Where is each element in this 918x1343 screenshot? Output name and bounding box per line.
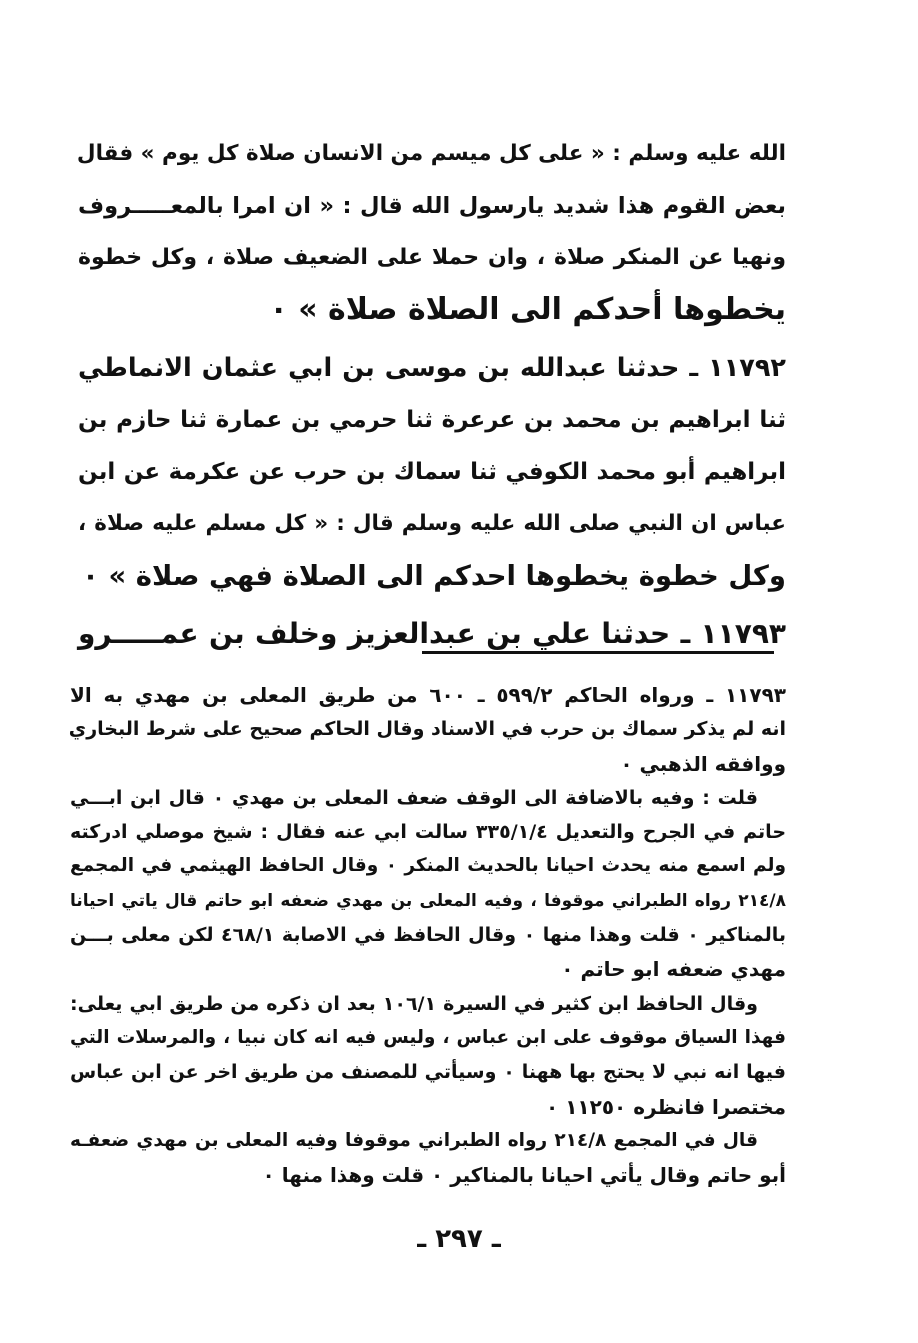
footnote-line: ١١٧٩٣ ـ ورواه الحاكم ٥٩٩/٢ ـ ٦٠٠ من طريق المعلى بن مهدي به الا xyxy=(70,683,787,707)
footnote-divider xyxy=(422,651,774,654)
main-text-line: يخطوها أحدكم الى الصلاة صلاة » ٠ xyxy=(269,292,786,327)
hadith-heading-11793: ١١٧٩٣ ـ حدثنا علي بن عبدالعزيز وخلف بن عمـــــرو xyxy=(78,617,786,650)
footnotes-block xyxy=(70,678,786,1192)
footnote-line: حاتم في الجرح والتعديل ٣٣٥/١/٤ سالت ابي عنه فقال : شيخ موصلي ادركته xyxy=(70,821,787,844)
footnote-line: قال في المجمع ٢١٤/٨ رواه الطبراني موقوفا وفيه المعلى بن مهدي ضعفـه xyxy=(70,1129,758,1151)
footnote-line: وقال الحافظ ابن كثير في السيرة ١٠٦/١ بعد ان ذكره من طريق ابي يعلى: xyxy=(70,992,758,1015)
page-number: ـ ٢٩٧ ـ xyxy=(417,1224,501,1254)
main-text-block xyxy=(78,128,786,660)
footnote-line: قلت : وفيه بالاضافة الى الوقف ضعف المعلى بن مهدي ٠ قال ابن ابـــي xyxy=(70,786,758,809)
footnote-line: فيها انه نبي لا يحتج بها ههنا ٠ وسيأتي للمصنف من طريق اخر عن ابن عباس xyxy=(70,1061,786,1084)
footnote-line: ٢١٤/٨ رواه الطبراني موقوفا ، وفيه المعلى بن مهدي ضعفه ابو حاتم قال ياتي احيانا xyxy=(70,890,786,911)
footnote-line: انه لم يذكر سماك بن حرب في الاسناد وقال الحاكم صحيح على شرط البخاري xyxy=(68,718,786,741)
main-text-line: وكل خطوة يخطوها احدكم الى الصلاة فهي صلاة » ٠ xyxy=(82,560,786,592)
main-text-line: الله عليه وسلم : « على كل ميسم من الانسان صلاة كل يوم » فقال xyxy=(76,141,786,166)
footnote-line: مختصرا فانظره ١١٢٥٠ ٠ xyxy=(546,1094,786,1119)
hadith-heading-11792: ١١٧٩٢ ـ حدثنا عبدالله بن موسى بن ابي عثمان الانماطي xyxy=(78,353,786,383)
footnote-line: فهذا السياق موقوف على ابن عباس ، وليس فيه انه كان نبيا ، والمرسلات التي xyxy=(70,1026,786,1048)
main-text-line: ابراهيم أبو محمد الكوفي ثنا سماك بن حرب عن عكرمة عن ابن xyxy=(78,459,786,485)
footnote-line: أبو حاتم وقال يأتي احيانا بالمناكير ٠ قلت وهذا منها ٠ xyxy=(262,1163,786,1188)
footnote-line: مهدي ضعفه ابو حاتم ٠ xyxy=(561,957,786,982)
footnote-line: بالمناكير ٠ قلت وهذا منها ٠ وقال الحافظ في الاصابة ٤٦٨/١ لكن معلى بـــن xyxy=(70,924,787,947)
main-text-line: ثنا ابراهيم بن محمد بن عرعرة ثنا حرمي بن عمارة ثنا حازم بن xyxy=(78,407,786,433)
footnote-line: ووافقه الذهبي ٠ xyxy=(620,751,786,776)
main-text-line: بعض القوم هذا شديد يارسول الله قال : « ان امرا بالمعـــــروف xyxy=(78,193,786,219)
footnote-line: ولم اسمع منه يحدث احيانا بالحديث المنكر ٠ وقال الحافظ الهيثمي في المجمع xyxy=(70,855,786,877)
main-text-line: ونهيا عن المنكر صلاة ، وان حملا على الضعيف صلاة ، وكل خطوة xyxy=(78,245,786,270)
main-text-line: عباس ان النبي صلى الله عليه وسلم قال : « كل مسلم عليه صلاة ، xyxy=(78,511,786,536)
